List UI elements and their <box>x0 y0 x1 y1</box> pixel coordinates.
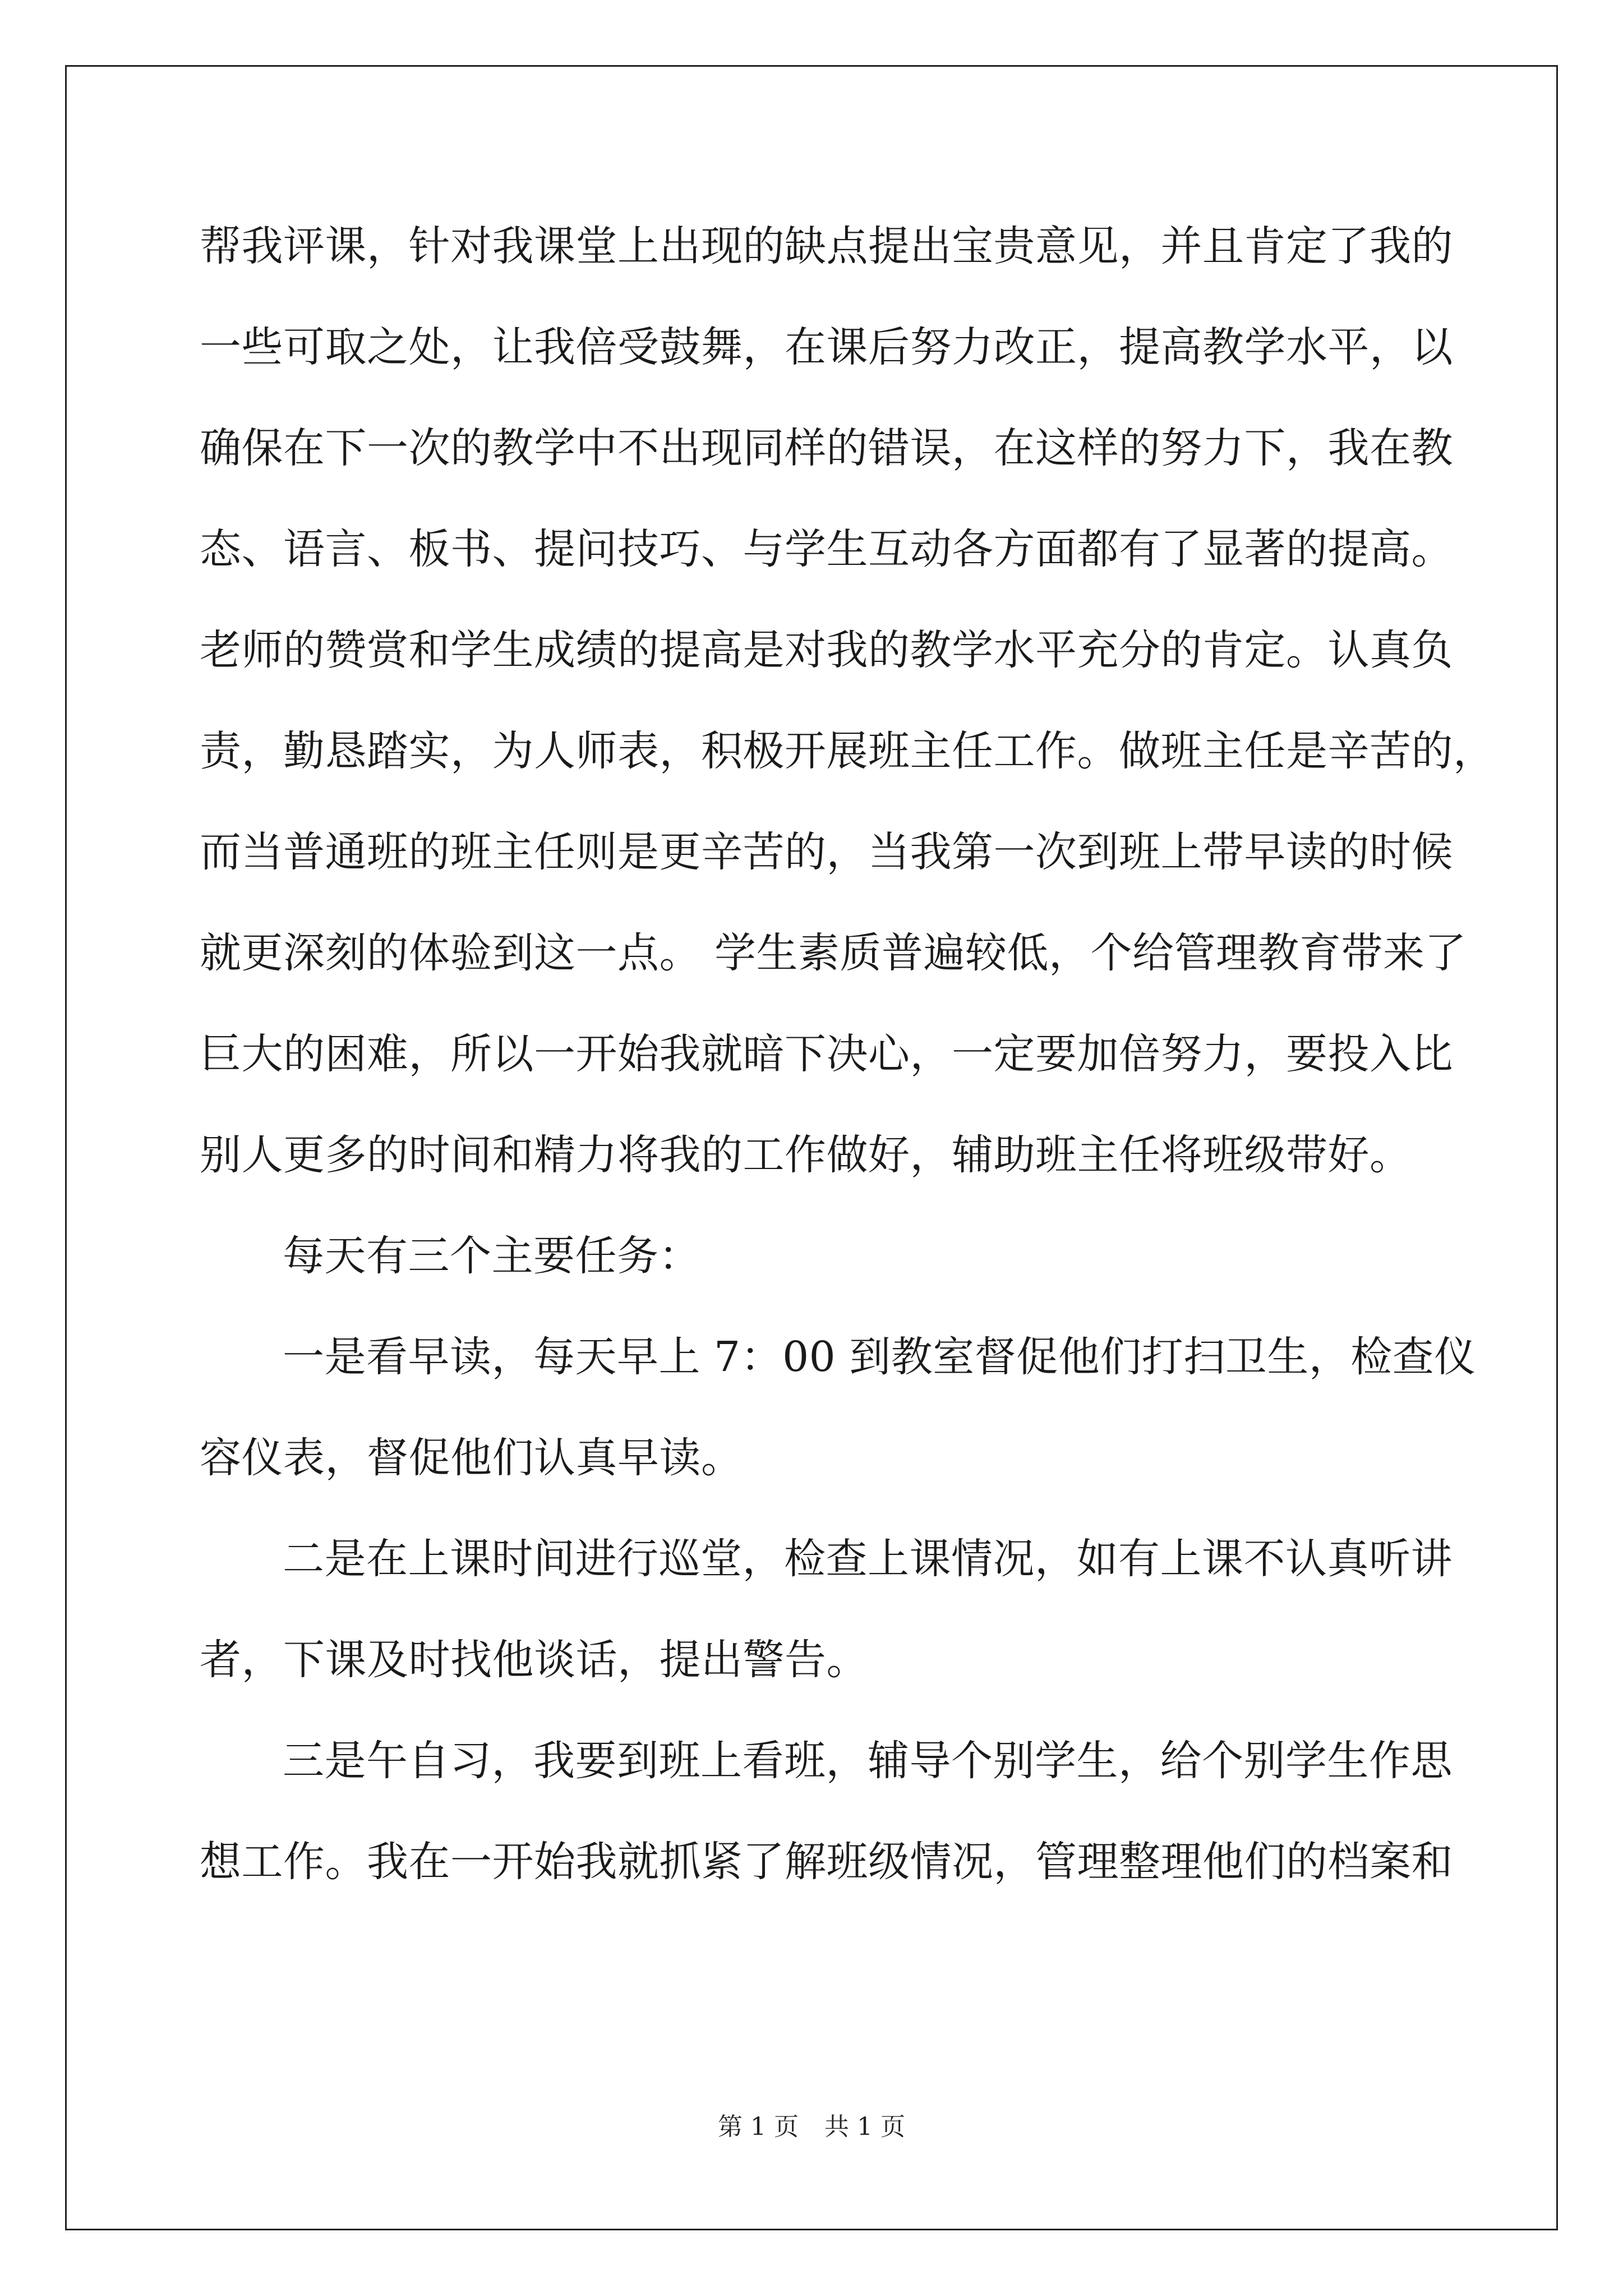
text-line: 责，勤恳踏实，为人师表，积极开展班主任工作。做班主任是辛苦的， <box>200 727 1495 775</box>
text-line: 想工作。我在一开始我就抓紧了解班级情况，管理整理他们的档案和 <box>200 1838 1453 1886</box>
text-line: 而当普通班的班主任则是更辛苦的，当我第一次到班上带早读的时候 <box>200 828 1453 876</box>
page-number-total: 共 1 页 <box>824 2113 905 2141</box>
text-line: 二是在上课时间进行巡堂，检查上课情况，如有上课不认真听讲 <box>283 1535 1453 1583</box>
page-footer <box>0 2113 1623 2142</box>
text-line: 别人更多的时间和精力将我的工作做好，辅助班主任将班级带好。 <box>200 1131 1412 1179</box>
text-line: 一是看早读，每天早上 7：00 到教室督促他们打扫卫生，检查仪 <box>283 1333 1476 1381</box>
text-line: 老师的赞赏和学生成绩的提高是对我的教学水平充分的肯定。认真负 <box>200 626 1453 674</box>
text-line: 一些可取之处，让我倍受鼓舞，在课后努力改正，提高教学水平，以 <box>200 323 1453 371</box>
text-line: 就更深刻的体验到这一点。 学生素质普遍较低，个给管理教育带来了 <box>200 929 1467 977</box>
text-line: 三是午自习，我要到班上看班，辅导个别学生，给个别学生作思 <box>283 1737 1453 1785</box>
text-line: 巨大的困难，所以一开始我就暗下决心，一定要加倍努力，要投入比 <box>200 1030 1453 1078</box>
text-line: 态、语言、板书、提问技巧、与学生互动各方面都有了显著的提高。 <box>200 525 1453 573</box>
page-number-current: 第 1 页 <box>718 2113 799 2141</box>
text-line: 确保在下一次的教学中不出现同样的错误，在这样的努力下，我在教 <box>200 424 1453 472</box>
text-line: 者，下课及时找他谈话，提出警告。 <box>200 1636 868 1684</box>
paragraph-heading: 每天有三个主要任务： <box>283 1232 700 1280</box>
text-line: 容仪表，督促他们认真早读。 <box>200 1434 743 1482</box>
document-body <box>200 222 1495 1938</box>
text-line: 帮我评课，针对我课堂上出现的缺点提出宝贵意见，并且肯定了我的 <box>200 222 1453 270</box>
